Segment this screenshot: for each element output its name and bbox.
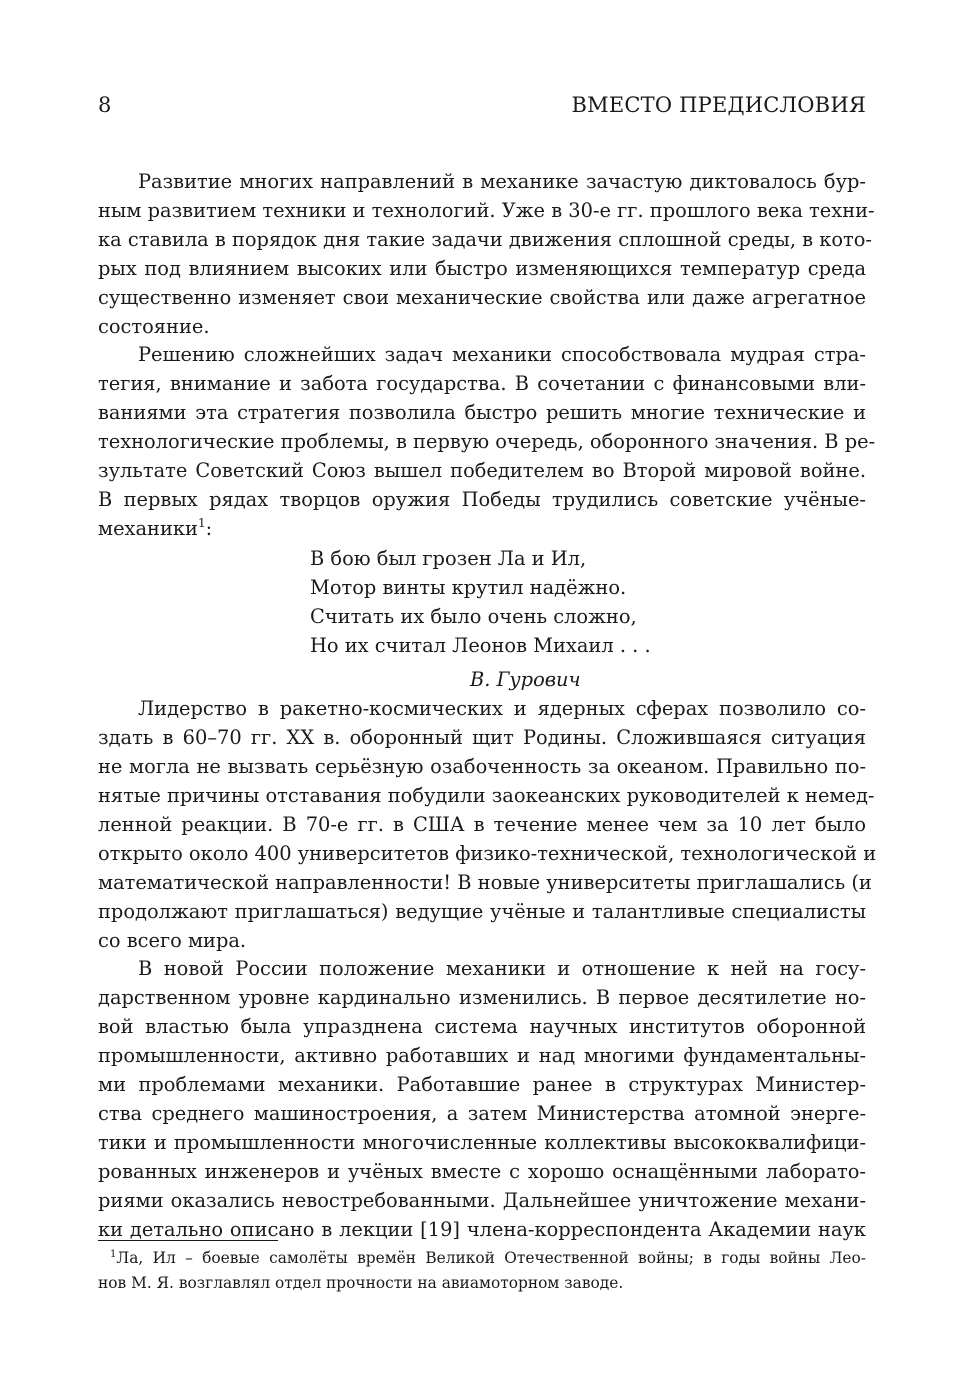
text-line: Лидерство в ракетно-космических и ядерных сферах позволило со-: [138, 697, 866, 721]
text-line: здать в 60–70 гг. XX в. оборонный щит Родины. Сложившаяся ситуация: [98, 726, 866, 750]
body-text: [98, 168, 877, 1245]
text-line: Развитие многих направлений в механике зачастую диктовалось бур-: [138, 170, 866, 193]
text-line: ства среднего машиностроения, а затем Министерства атомной энерге-: [98, 1101, 866, 1125]
text-line: тики и промышленности многочисленные коллективы высококвалифици-: [98, 1130, 866, 1154]
page-header: [98, 93, 866, 127]
text-line: В новой России положение механики и отношение к ней на госу-: [138, 957, 866, 981]
text-line: не могла не вызвать серьёзную озабоченность за океаном. Правильно по-: [98, 755, 866, 779]
text-fragment: Ла, Ил – боевые самолёты времён Великой Отечественной войны; в годы войны Лео-: [116, 1249, 866, 1267]
text-line: ми проблемами механики. Работавшие ранее в структурах Министер-: [98, 1073, 866, 1097]
text-line: математической направленности! В новые университеты приглашались (и: [98, 870, 872, 894]
paragraph-1: [98, 168, 875, 341]
verse-line: В бою был грозен Ла и Ил,: [310, 546, 587, 570]
footnote-line: [98, 1246, 866, 1271]
paragraph-4: [98, 955, 866, 1244]
text-fragment: :: [205, 516, 213, 540]
footnote-line: нов М. Я. возглавлял отдел прочности на авиамоторном заводе.: [98, 1274, 624, 1292]
text-line: В первых рядах творцов оружия Победы трудились советские учёные-: [98, 487, 866, 511]
verse-author: В. Гурович: [470, 668, 581, 692]
running-head: ВМЕСТО ПРЕДИСЛОВИЯ: [571, 93, 866, 117]
footnote-reference: 1: [197, 515, 206, 530]
text-line: рых под влиянием высоких или быстро изменяющихся температур среда: [98, 256, 866, 280]
text-line: Решению сложнейших задач механики способствовала мудрая стра-: [138, 343, 866, 367]
text-line: вой властью была упразднена система научных институтов оборонной: [98, 1015, 866, 1039]
text-line: риями оказались невостребованными. Дальнейшее уничтожение механи-: [98, 1188, 866, 1212]
text-line: технологические проблемы, в первую очередь, оборонного значения. В ре-: [98, 430, 876, 454]
text-line: зультате Советский Союз вышел победителем во Второй мировой войне.: [98, 459, 866, 483]
verse-epigraph: [310, 545, 866, 661]
text-line: ным развитием техники и технологий. Уже в 30-е гг. прошлого века техни-: [98, 198, 875, 222]
text-line: существенно изменяет свои механические свойства или даже агрегатное: [98, 285, 866, 309]
text-line-with-footnote: [98, 515, 866, 544]
text-line: ленной реакции. В 70-е гг. в США в течение менее чем за 10 лет было: [98, 812, 866, 836]
text-line: рованных инженеров и учёных вместе с хорошо оснащёнными лаборато-: [98, 1159, 866, 1183]
footnote: [98, 1246, 866, 1296]
text-line: нятые причины отставания побудили заокеанских руководителей к немед-: [98, 784, 875, 808]
page-number: 8: [98, 93, 112, 117]
text-line: со всего мира.: [98, 928, 247, 952]
paragraph-2: [98, 341, 876, 543]
text-line: ки детально описано в лекции [19] члена-корреспондента Академии наук: [98, 1217, 866, 1241]
paragraph-3: [98, 695, 877, 955]
text-line: дарственном уровне кардинально изменились. В первое десятилетие но-: [98, 986, 866, 1010]
text-line: тегия, внимание и забота государства. В сочетании с финансовыми вли-: [98, 372, 866, 396]
text-line: ка ставила в порядок дня такие задачи движения сплошной среды, в кото-: [98, 227, 872, 251]
text-line: состояние.: [98, 314, 210, 338]
text-line: ваниями эта стратегия позволила быстро решить многие технические и: [98, 401, 866, 425]
text-line: продолжают приглашаться) ведущие учёные и талантливые специалисты: [98, 899, 866, 923]
verse-line: Мотор винты крутил надёжно.: [310, 575, 627, 599]
text-line: открыто около 400 университетов физико-технической, технологической и: [98, 841, 877, 865]
verse-line: Но их считал Леонов Михаил . . .: [310, 633, 651, 657]
text-fragment: механики: [98, 516, 198, 540]
text-line: промышленности, активно работавших и над многими фундаментальны-: [98, 1044, 866, 1068]
footnote-mark: 1: [110, 1249, 117, 1260]
verse-line: Считать их было очень сложно,: [310, 604, 637, 628]
footnote-divider: [98, 1240, 278, 1241]
